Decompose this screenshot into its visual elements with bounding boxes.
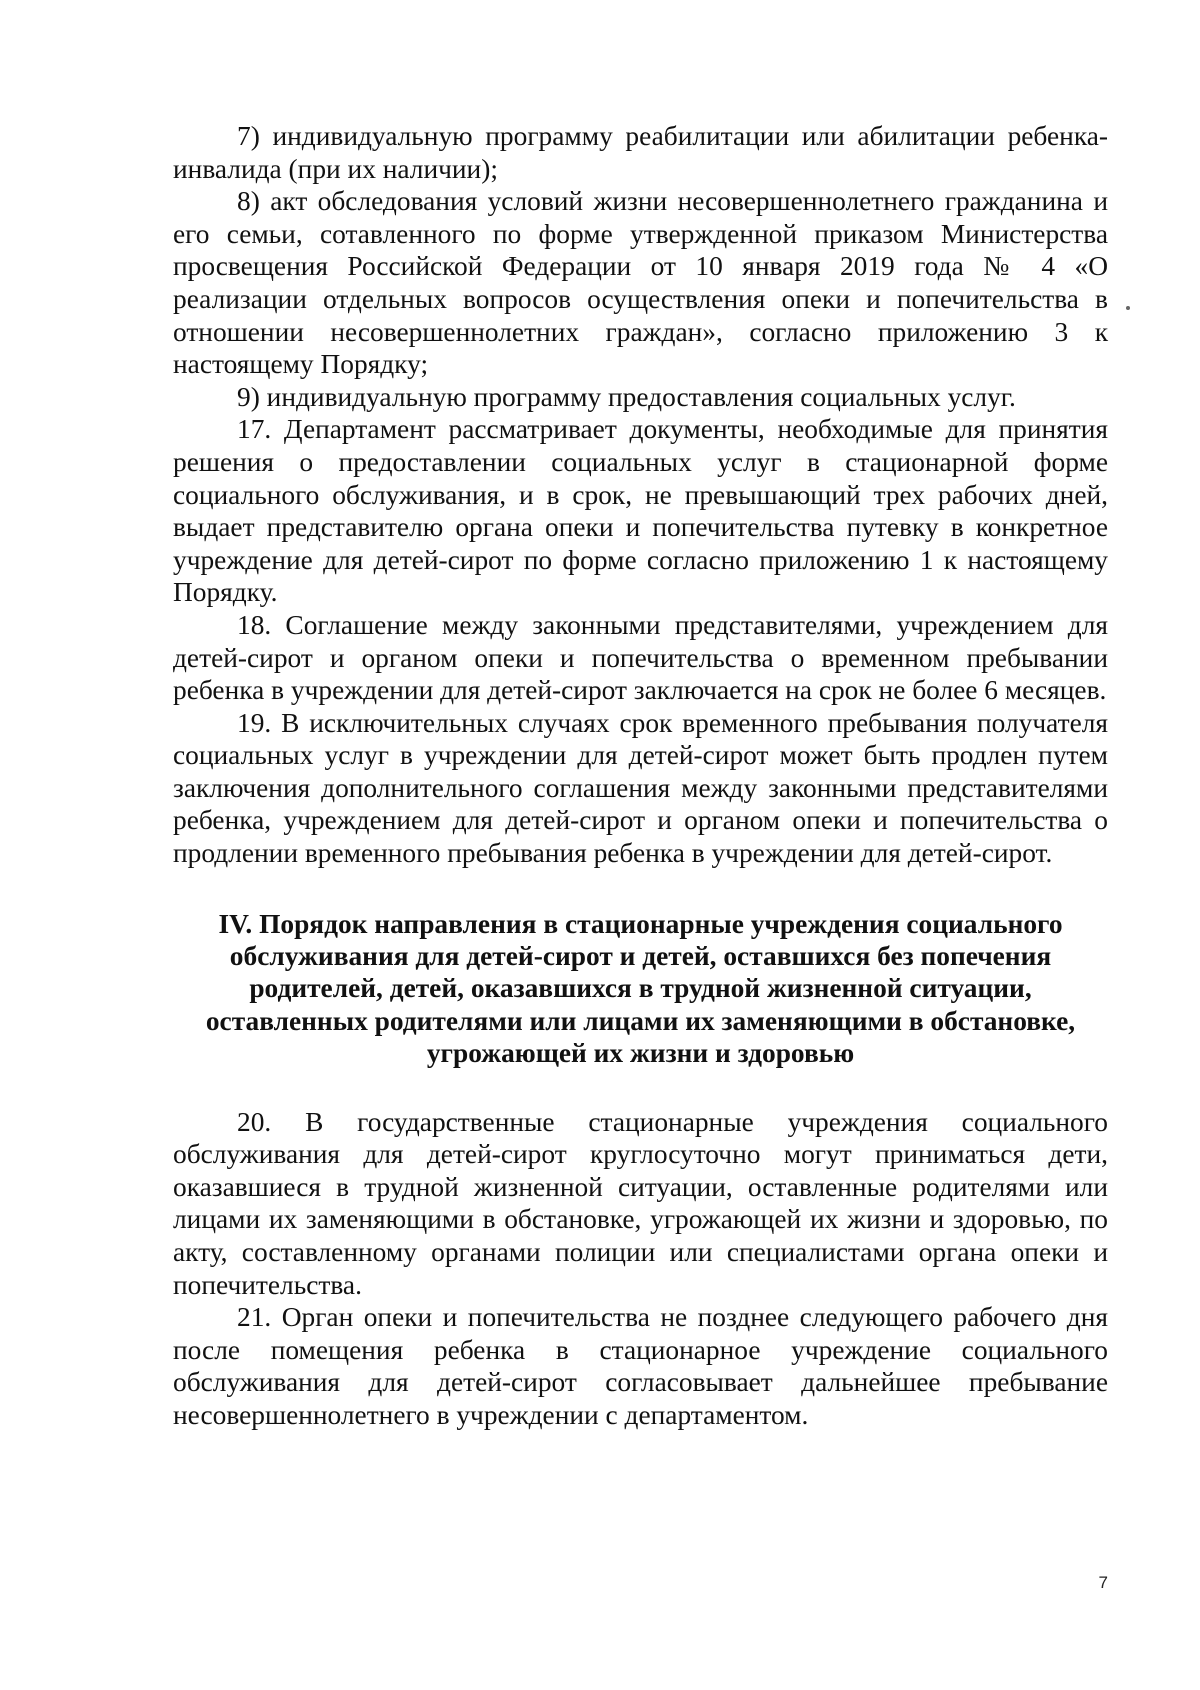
list-item-8: 8) акт обследования условий жизни несовершеннолетнего гражданина и его семьи, сотавленного по форме утвержденной приказом Министерства просвещения Российской Федерации от 10 января 2019 года № 4 «О реализации отдельных вопросов осуществления опеки и попечительства в отношении несовершеннолетних граждан», согласно приложению 3 к настоящему Порядку; bbox=[173, 186, 1108, 380]
section-heading: IV. Порядок направления в стационарные учреждения социального обслуживания для детей-сирот и детей, оставшихся без попечения родителей, детей, оказавшихся в трудной жизненной ситуации, оставленных родителями или лицами их заменяющими в обстановке, угрожающей их жизни и здоровью bbox=[205, 908, 1076, 1069]
list-item-9: 9) индивидуальную программу предоставления социальных услуг. bbox=[237, 381, 1016, 412]
page-number: 7 bbox=[1098, 1573, 1108, 1592]
document-body bbox=[173, 120, 1108, 1432]
paragraph-19: 19. В исключительных случаях срок временного пребывания получателя социальных услуг в учреждении для детей-сирот может быть продлен путем заключения дополнительного соглашения между законными представителями ребенка, учреждением для детей-сирот и органом опеки и попечительства о продлении временного пребывания ребенка в учреждении для детей-сирот. bbox=[173, 707, 1108, 869]
paragraph-17: 17. Департамент рассматривает документы, необходимые для принятия решения о предоставлении социальных услуг в стационарной форме социального обслуживания, и в срок, не превышающий трех рабочих дней, выдает представителю органа опеки и попечительства путевку в конкретное учреждение для детей-сирот по форме согласно приложению 1 к настоящему Порядку. bbox=[173, 414, 1108, 608]
scan-mark bbox=[1126, 306, 1130, 310]
paragraph-18: 18. Соглашение между законными представителями, учреждением для детей-сирот и органом опеки и попечительства о временном пребывании ребенка в учреждении для детей-сирот заключается на срок не более 6 месяцев. bbox=[173, 609, 1108, 706]
paragraph-21: 21. Орган опеки и попечительства не позднее следующего рабочего дня после помещения ребенка в стационарное учреждение социального обслуживания для детей-сирот согласовывает дальнейшее пребывание несовершеннолетнего в учреждении с департаментом. bbox=[173, 1302, 1108, 1431]
list-item-7: 7) индивидуальную программу реабилитации или абилитации ребенка-инвалида (при их наличии); bbox=[173, 121, 1108, 184]
paragraph-20: 20. В государственные стационарные учреждения социального обслуживания для детей-сирот круглосуточно могут приниматься дети, оказавшиеся в трудной жизненной ситуации, оставленные родителями или лицами их заменяющими в обстановке, угрожающей их жизни и здоровью, по акту, составленному органами полиции или специалистами органа опеки и попечительства. bbox=[173, 1106, 1108, 1300]
